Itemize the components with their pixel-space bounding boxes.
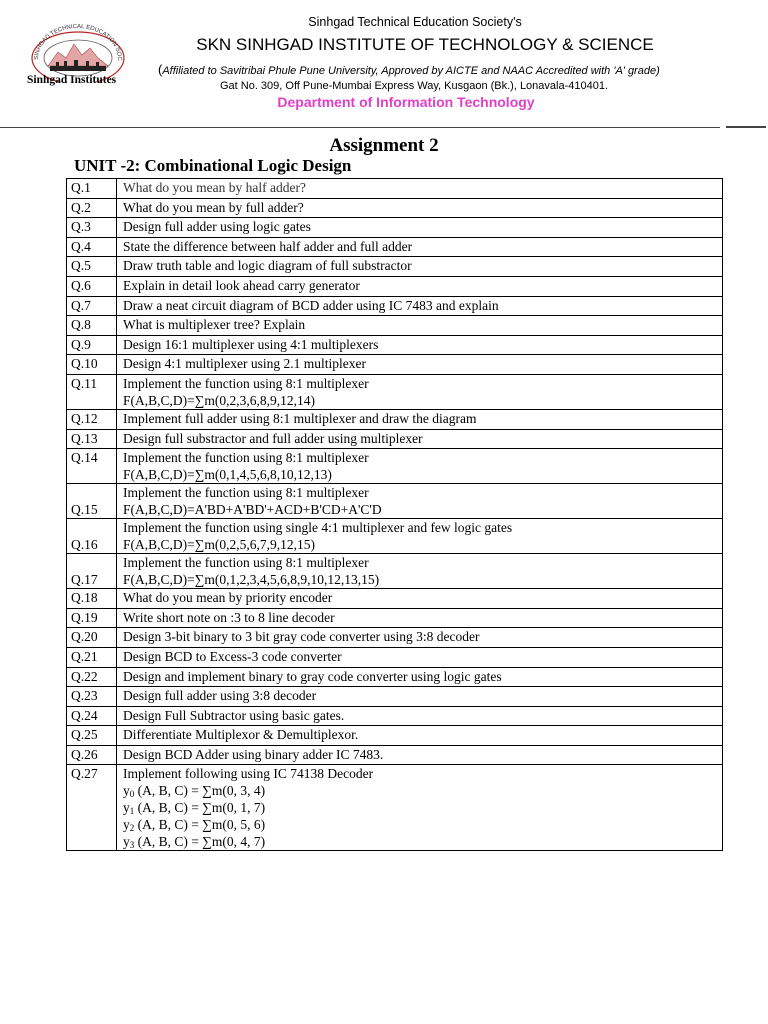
question-line: Implement the function using 8:1 multiplexer (123, 555, 369, 571)
question-row (67, 745, 723, 765)
question-row (67, 296, 723, 316)
question-row (67, 589, 723, 609)
question-line: F(A,B,C,D)=∑m(0,2,5,6,7,9,12,15) (123, 537, 315, 553)
question-row (67, 687, 723, 707)
question-text (117, 409, 723, 429)
question-number: Q.14 (67, 449, 117, 484)
question-line: Write short note on :3 to 8 line decoder (123, 609, 335, 625)
question-line: F(A,B,C,D)=∑m(0,1,2,3,4,5,6,8,9,10,12,13,15) (123, 572, 380, 588)
decoder-output-expression (123, 782, 722, 799)
question-text (117, 198, 723, 218)
question-text (117, 745, 723, 765)
question-line: Design Full Subtractor using basic gates. (123, 707, 345, 723)
question-line: F(A,B,C,D)=∑m(0,1,4,5,6,8,10,12,13) (123, 467, 332, 483)
question-number: Q.8 (67, 316, 117, 336)
question-line: What is multiplexer tree? Explain (123, 317, 306, 333)
question-line: Implement following using IC 74138 Decoder (123, 766, 374, 782)
question-text (117, 554, 723, 589)
question-line: Design BCD Adder using binary adder IC 7483. (123, 746, 384, 762)
question-line: Design full substractor and full adder using multiplexer (123, 430, 423, 446)
question-line: What do you mean by priority encoder (123, 590, 333, 606)
question-row (67, 449, 723, 484)
question-row (67, 374, 723, 409)
question-line: Design 4:1 multiplexer using 2.1 multiplexer (123, 356, 366, 372)
question-row (67, 667, 723, 687)
question-text (117, 355, 723, 375)
question-row (67, 608, 723, 628)
question-line: Draw truth table and logic diagram of full substractor (123, 258, 412, 274)
output-variable: y (123, 800, 130, 816)
output-subscript: 2 (129, 823, 135, 834)
question-text (117, 519, 723, 554)
question-number: Q.9 (67, 335, 117, 355)
affiliation-text: Affiliated to Savitribai Phule Pune University, Approved by AICTE and NAAC Accredited with 'A' grade) (162, 65, 660, 77)
question-line: Differentiate Multiplexor & Demultiplexor. (123, 727, 359, 743)
question-number: Q.26 (67, 745, 117, 765)
output-variable: y (123, 817, 130, 833)
question-text (117, 218, 723, 238)
question-number: Q.13 (67, 429, 117, 449)
question-text (117, 429, 723, 449)
question-text (117, 374, 723, 409)
question-number: Q.25 (67, 726, 117, 746)
question-text (117, 335, 723, 355)
question-line: Implement the function using 8:1 multiplexer (123, 450, 369, 466)
question-row (67, 706, 723, 726)
question-row (67, 316, 723, 336)
output-variable: y (123, 783, 130, 799)
question-text (117, 276, 723, 296)
question-number: Q.1 (67, 179, 117, 199)
question-text (117, 706, 723, 726)
question-text (117, 449, 723, 484)
decoder-output-expression (123, 799, 722, 816)
question-line: Design full adder using logic gates (123, 219, 311, 235)
question-line: State the difference between half adder and full adder (123, 238, 413, 254)
output-subscript: 0 (129, 789, 135, 800)
question-text (117, 726, 723, 746)
output-expression: (A, B, C) = ∑m(0, 1, 7) (134, 800, 266, 816)
output-subscript: 3 (129, 840, 135, 851)
question-text (117, 667, 723, 687)
questions-table (66, 178, 723, 851)
question-number: Q.16 (67, 519, 117, 554)
question-text (117, 608, 723, 628)
question-text (117, 237, 723, 257)
decoder-output-expression (123, 816, 722, 833)
question-number: Q.12 (67, 409, 117, 429)
output-variable: y (123, 834, 130, 850)
question-number: Q.4 (67, 237, 117, 257)
question-text (117, 687, 723, 707)
question-row (67, 628, 723, 648)
address-line: Gat No. 309, Off Pune-Mumbai Express Way, Kusgaon (Bk.), Lonavala-410401. (219, 80, 609, 92)
question-text (117, 316, 723, 336)
question-text (117, 296, 723, 316)
question-row (67, 765, 723, 851)
question-row (67, 355, 723, 375)
question-row (67, 257, 723, 277)
question-line: Explain in detail look ahead carry generator (123, 277, 360, 293)
logo-ring-text: SINHGAD TECHNICAL EDUCATION SOC (33, 23, 123, 62)
question-line: What do you mean by full adder? (123, 199, 304, 215)
assignment-title: Assignment 2 (329, 135, 439, 156)
unit-title: UNIT -2: Combinational Logic Design (74, 156, 352, 175)
question-number: Q.23 (67, 687, 117, 707)
question-line: Design full adder using 3:8 decoder (123, 688, 317, 704)
question-row (67, 409, 723, 429)
question-line: Design and implement binary to gray code converter using logic gates (123, 668, 502, 684)
question-line: Design BCD to Excess-3 code converter (123, 648, 342, 664)
question-line: Implement the function using 8:1 multiplexer (123, 375, 369, 391)
decoder-output-expression (123, 833, 722, 850)
question-text (117, 765, 723, 851)
output-expression: (A, B, C) = ∑m(0, 3, 4) (134, 783, 266, 799)
question-number: Q.24 (67, 706, 117, 726)
question-line: Design 16:1 multiplexer using 4:1 multiplexers (123, 336, 379, 352)
question-line: F(A,B,C,D)=∑m(0,2,3,6,8,9,12,14) (123, 392, 315, 408)
institute-name: SKN SINHGAD INSTITUTE OF TECHNOLOGY & SCIENCE (196, 35, 654, 54)
question-number: Q.3 (67, 218, 117, 238)
question-line: Draw a neat circuit diagram of BCD adder using IC 7483 and explain (123, 297, 499, 313)
question-row (67, 554, 723, 589)
affiliation-open-paren: ( (158, 62, 163, 77)
output-expression: (A, B, C) = ∑m(0, 5, 6) (134, 817, 266, 833)
question-text (117, 628, 723, 648)
question-text (117, 589, 723, 609)
question-number: Q.5 (67, 257, 117, 277)
question-row (67, 647, 723, 667)
question-line: Implement full adder using 8:1 multiplexer and draw the diagram (123, 410, 477, 426)
society-name: Sinhgad Technical Education Society's (308, 15, 522, 29)
question-number: Q.6 (67, 276, 117, 296)
header-divider (0, 127, 768, 129)
question-text (117, 484, 723, 519)
question-line: Implement the function using 8:1 multiplexer (123, 485, 369, 501)
question-row (67, 237, 723, 257)
department-name: Department of Information Technology (277, 94, 535, 110)
question-line: What do you mean by half adder? (123, 180, 306, 195)
question-text (117, 647, 723, 667)
question-text (117, 257, 723, 277)
question-number: Q.18 (67, 589, 117, 609)
output-subscript: 1 (129, 806, 135, 817)
output-expression: (A, B, C) = ∑m(0, 4, 7) (134, 834, 266, 850)
question-row (67, 179, 723, 199)
question-row (67, 429, 723, 449)
question-number: Q.7 (67, 296, 117, 316)
questions-table-body (67, 179, 723, 851)
affiliation-line (158, 62, 660, 77)
question-number: Q.15 (67, 484, 117, 519)
question-row (67, 484, 723, 519)
logo-caption: Sinhgad Institutes (27, 74, 117, 86)
question-line: Implement the function using single 4:1 multiplexer and few logic gates (123, 520, 513, 536)
question-row (67, 198, 723, 218)
question-number: Q.21 (67, 647, 117, 667)
question-number: Q.11 (67, 374, 117, 409)
question-number: Q.19 (67, 608, 117, 628)
question-row (67, 335, 723, 355)
question-row (67, 218, 723, 238)
question-line: F(A,B,C,D)=A'BD+A'BD'+ACD+B'CD+A'C'D (123, 502, 382, 518)
question-number: Q.10 (67, 355, 117, 375)
question-row (67, 726, 723, 746)
question-number: Q.17 (67, 554, 117, 589)
question-number: Q.27 (67, 765, 117, 851)
question-row (67, 519, 723, 554)
question-line: Design 3-bit binary to 3 bit gray code converter using 3:8 decoder (123, 629, 480, 645)
question-text (117, 179, 723, 199)
question-number: Q.20 (67, 628, 117, 648)
question-number: Q.2 (67, 198, 117, 218)
question-row (67, 276, 723, 296)
question-number: Q.22 (67, 667, 117, 687)
